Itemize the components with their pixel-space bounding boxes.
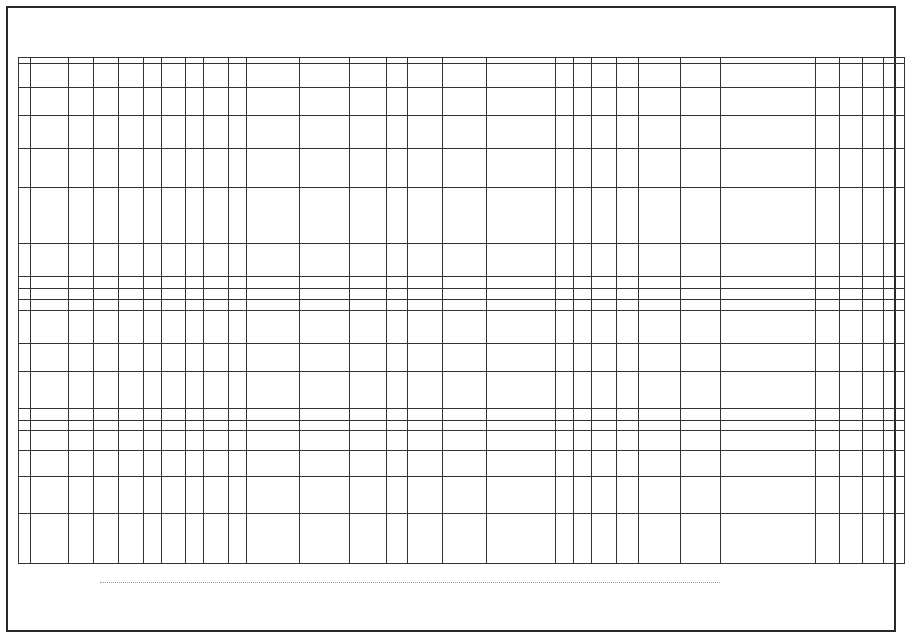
cell-c19: [574, 451, 592, 477]
cell-name: [31, 244, 69, 277]
cell-c7: [161, 277, 185, 289]
cell-c17: [486, 277, 555, 289]
cell-no: [19, 300, 31, 311]
cell-no: [19, 514, 31, 564]
cell-c8: [185, 289, 204, 300]
cell-c7: [161, 477, 185, 514]
cell-no: [19, 289, 31, 300]
cell-c20: [591, 421, 616, 431]
road-register-table: [18, 57, 905, 564]
cell-c18: [556, 300, 574, 311]
table-row: [19, 431, 905, 451]
cell-c10: [228, 277, 247, 289]
cell-c19: [574, 431, 592, 451]
cell-c16: [443, 311, 487, 344]
cell-c18: [556, 149, 574, 188]
cell-name: [31, 477, 69, 514]
cell-c16: [443, 116, 487, 149]
cell-c20: [591, 311, 616, 344]
cell-c7: [161, 244, 185, 277]
cell-c20: [591, 289, 616, 300]
cell-c22: [639, 421, 681, 431]
cell-c18: [556, 277, 574, 289]
cell-c17: [486, 300, 555, 311]
table-row: [19, 300, 905, 311]
cell-c19: [574, 88, 592, 116]
cell-c18: [556, 244, 574, 277]
cell-name: [31, 421, 69, 431]
cell-c18: [556, 88, 574, 116]
cell-c19: [574, 149, 592, 188]
cell-c17: [486, 116, 555, 149]
cell-c20: [591, 149, 616, 188]
cell-name: [31, 300, 69, 311]
cell-c17: [486, 244, 555, 277]
continuation-row: [19, 64, 905, 88]
cell-c10: [228, 188, 247, 244]
cell-name: [31, 409, 69, 421]
table-row: [19, 344, 905, 372]
cell-c16: [443, 188, 487, 244]
cell-c16: [443, 344, 487, 372]
cell-c20: [591, 514, 616, 564]
cell-c7: [161, 116, 185, 149]
cell-c22: [639, 300, 681, 311]
cell-c9: [204, 514, 228, 564]
cell-c18: [556, 344, 574, 372]
cell-c8: [185, 421, 204, 431]
cell-name: [31, 372, 69, 409]
table-row: [19, 451, 905, 477]
table-row: [19, 514, 905, 564]
cell-no: [19, 277, 31, 289]
cell-c9: [204, 344, 228, 372]
cell-c7: [161, 311, 185, 344]
cell-c10: [228, 514, 247, 564]
cell-c9: [204, 372, 228, 409]
cell-c20: [591, 477, 616, 514]
cell-c17: [486, 421, 555, 431]
cell-c8: [185, 116, 204, 149]
cell-c17: [486, 514, 555, 564]
cell-c22: [639, 88, 681, 116]
table-row: [19, 477, 905, 514]
cell-no: [19, 311, 31, 344]
cell-c17: [486, 149, 555, 188]
cell-c19: [574, 277, 592, 289]
cell-c9: [204, 244, 228, 277]
cell-c17: [486, 344, 555, 372]
table-row: [19, 421, 905, 431]
cell-c9: [204, 409, 228, 421]
cell-c7: [161, 409, 185, 421]
cell-c9: [204, 477, 228, 514]
cell-c20: [591, 409, 616, 421]
cell-name: [31, 188, 69, 244]
cell-c16: [443, 289, 487, 300]
cell-c16: [443, 409, 487, 421]
cell-c18: [556, 188, 574, 244]
cell-c7: [161, 514, 185, 564]
cell-c10: [228, 409, 247, 421]
cell-c17: [486, 409, 555, 421]
cell-c19: [574, 477, 592, 514]
cell-c10: [228, 344, 247, 372]
cell-c19: [574, 372, 592, 409]
cell-c10: [228, 116, 247, 149]
cell-c10: [228, 311, 247, 344]
cell-no: [19, 409, 31, 421]
cell-c22: [639, 188, 681, 244]
cell-c18: [556, 409, 574, 421]
cell-c18: [556, 514, 574, 564]
cell-name: [31, 451, 69, 477]
table-row: [19, 188, 905, 244]
cell-c16: [443, 300, 487, 311]
table-row: [19, 311, 905, 344]
cell-c18: [556, 477, 574, 514]
cell-c9: [204, 188, 228, 244]
cell-c17: [486, 431, 555, 451]
cell-c17: [486, 372, 555, 409]
cell-c10: [228, 244, 247, 277]
cell-c9: [204, 431, 228, 451]
cell-name: [31, 344, 69, 372]
cell-c20: [591, 431, 616, 451]
cell-no: [19, 188, 31, 244]
cell-c10: [228, 451, 247, 477]
cell-c19: [574, 344, 592, 372]
table-row: [19, 409, 905, 421]
cell-c10: [228, 300, 247, 311]
cell-c7: [161, 421, 185, 431]
cell-c9: [204, 311, 228, 344]
cell-c18: [556, 421, 574, 431]
cell-c9: [204, 421, 228, 431]
cell-c18: [556, 289, 574, 300]
cell-c22: [639, 116, 681, 149]
cell-c8: [185, 244, 204, 277]
cell-c17: [486, 477, 555, 514]
cell-c22: [639, 277, 681, 289]
cell-c8: [185, 311, 204, 344]
cell-c16: [443, 514, 487, 564]
cell-c17: [486, 188, 555, 244]
cell-c8: [185, 277, 204, 289]
cell-c9: [204, 116, 228, 149]
cell-c19: [574, 300, 592, 311]
cell-c19: [574, 409, 592, 421]
cell-c10: [228, 431, 247, 451]
cell-c10: [228, 421, 247, 431]
cell-c19: [574, 116, 592, 149]
cell-c10: [228, 149, 247, 188]
cell-c17: [486, 88, 555, 116]
cell-no: [19, 431, 31, 451]
cell-no: [19, 88, 31, 116]
cell-name: [31, 289, 69, 300]
cell-c8: [185, 451, 204, 477]
cell-c7: [161, 451, 185, 477]
cell-c16: [443, 477, 487, 514]
cell-c22: [639, 477, 681, 514]
cell-c16: [443, 372, 487, 409]
cell-c22: [639, 409, 681, 421]
cell-c18: [556, 116, 574, 149]
cell-c19: [574, 289, 592, 300]
cell-c20: [591, 188, 616, 244]
cell-c17: [486, 451, 555, 477]
cell-name: [31, 311, 69, 344]
cell-name: [31, 514, 69, 564]
cell-c20: [591, 300, 616, 311]
cell-no: [19, 451, 31, 477]
cell-c18: [556, 431, 574, 451]
cell-c10: [228, 289, 247, 300]
cell-c22: [639, 344, 681, 372]
cell-c7: [161, 431, 185, 451]
bottom-rule: [100, 582, 720, 583]
cell-c20: [591, 116, 616, 149]
cell-c16: [443, 277, 487, 289]
cell-c7: [161, 300, 185, 311]
cell-c9: [204, 300, 228, 311]
cell-name: [31, 116, 69, 149]
cell-c18: [556, 372, 574, 409]
cell-no: [19, 116, 31, 149]
cell-c16: [443, 421, 487, 431]
cell-c22: [639, 289, 681, 300]
table-row: [19, 277, 905, 289]
table-row: [19, 289, 905, 300]
cell-c8: [185, 344, 204, 372]
cell-c8: [185, 88, 204, 116]
cell-c7: [161, 372, 185, 409]
cell-c19: [574, 311, 592, 344]
cell-c22: [639, 514, 681, 564]
cell-c17: [486, 289, 555, 300]
cell-c17: [486, 311, 555, 344]
cell-c16: [443, 88, 487, 116]
cell-no: [19, 372, 31, 409]
cell-c16: [443, 244, 487, 277]
cell-c7: [161, 344, 185, 372]
cell-c9: [204, 149, 228, 188]
table-row: [19, 116, 905, 149]
cell-c8: [185, 300, 204, 311]
cell-c20: [591, 344, 616, 372]
table-row: [19, 372, 905, 409]
cell-c16: [443, 431, 487, 451]
cell-c22: [639, 244, 681, 277]
cell-c8: [185, 409, 204, 421]
cell-c19: [574, 188, 592, 244]
cell-c19: [574, 514, 592, 564]
cell-c22: [639, 311, 681, 344]
cell-c8: [185, 514, 204, 564]
cell-c19: [574, 421, 592, 431]
cell-no: [19, 477, 31, 514]
cell-c10: [228, 372, 247, 409]
cell-c22: [639, 372, 681, 409]
cell-c20: [591, 277, 616, 289]
cell-c18: [556, 451, 574, 477]
cell-c8: [185, 188, 204, 244]
cell-c9: [204, 88, 228, 116]
cell-c8: [185, 149, 204, 188]
cell-name: [31, 149, 69, 188]
cell-c20: [591, 244, 616, 277]
table-row: [19, 149, 905, 188]
cell-c9: [204, 289, 228, 300]
cell-name: [31, 88, 69, 116]
table-row: [19, 244, 905, 277]
cell-c22: [639, 149, 681, 188]
cell-name: [31, 431, 69, 451]
cell-c10: [228, 88, 247, 116]
cell-c9: [204, 451, 228, 477]
cell-c9: [204, 277, 228, 289]
cell-c7: [161, 88, 185, 116]
cell-c20: [591, 372, 616, 409]
cell-c22: [639, 451, 681, 477]
cell-c20: [591, 88, 616, 116]
cell-c16: [443, 451, 487, 477]
cell-c22: [639, 431, 681, 451]
cell-no: [19, 244, 31, 277]
cell-c8: [185, 477, 204, 514]
cell-c16: [443, 149, 487, 188]
cell-no: [19, 344, 31, 372]
cell-c7: [161, 149, 185, 188]
cell-c18: [556, 311, 574, 344]
cell-c7: [161, 289, 185, 300]
cell-c20: [591, 451, 616, 477]
table-row: [19, 88, 905, 116]
cell-c19: [574, 244, 592, 277]
cell-no: [19, 149, 31, 188]
cell-c8: [185, 431, 204, 451]
cell-c10: [228, 477, 247, 514]
cell-c7: [161, 188, 185, 244]
cell-c8: [185, 372, 204, 409]
cell-no: [19, 421, 31, 431]
cell-name: [31, 277, 69, 289]
